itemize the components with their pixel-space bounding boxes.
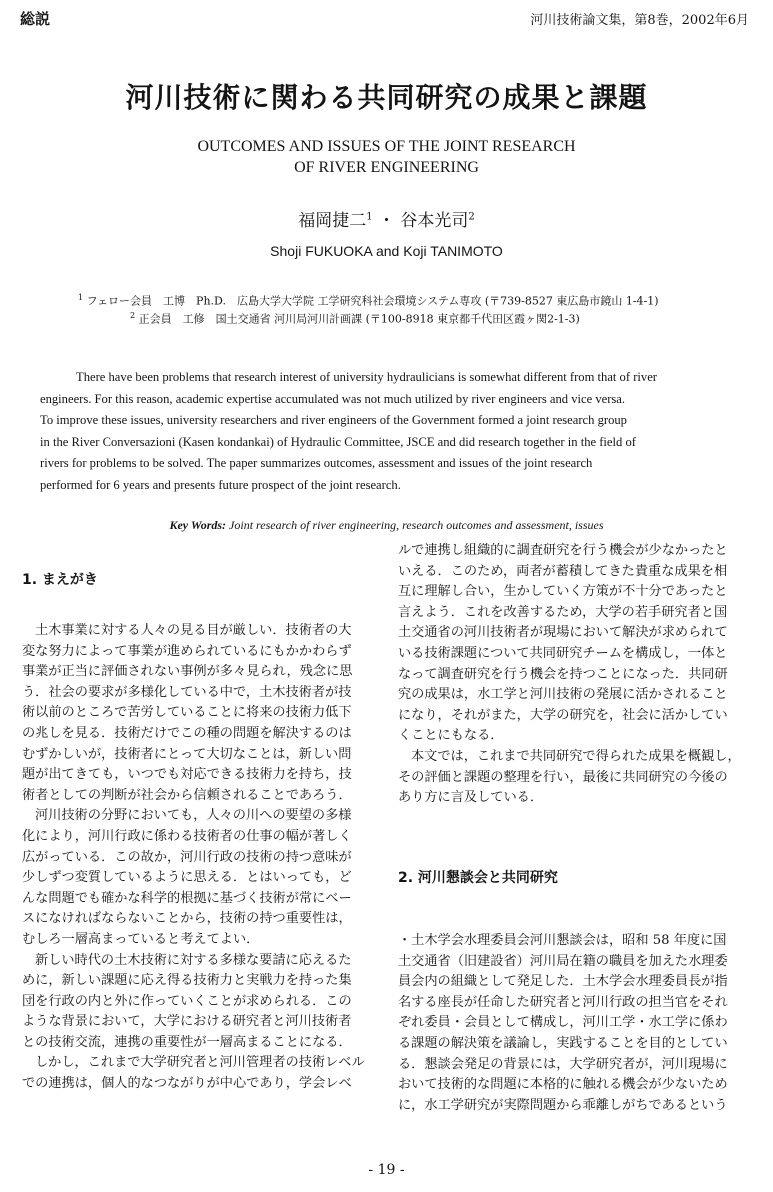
body-line: 広がっている．この故か，河川行政の技術の持つ意味が — [22, 849, 352, 865]
body-line: 名する座長が任命した研究者と河川行政の担当官をそれ — [398, 994, 728, 1010]
body-line: 変な努力によって事業が進められているにもかかわらず — [22, 643, 352, 659]
author-2-mark: 2 — [468, 211, 475, 223]
right-column-body-a — [398, 541, 748, 809]
body-line: ルで連携し組織的に調査研究を行う機会が少なかったと — [398, 543, 728, 558]
body-line: しかし，これまで大学研究者と河川管理者の技術レベル — [35, 1055, 365, 1071]
author-1-name: 福岡捷二 — [298, 211, 367, 231]
body-line: んな問題でも確かな科学的根拠に基づく技術が常にベー — [22, 890, 352, 906]
body-line: う．社会の要求が多様化している中で，土木技術者が技 — [22, 684, 352, 700]
author-1-mark: 1 — [366, 211, 373, 223]
title-english-line: OF RIVER ENGINEERING — [294, 159, 479, 176]
body-line: ・土木学会水理委員会河川懇談会は，昭和 58 年度に国 — [398, 933, 727, 948]
body-line: 化により，河川行政に係わる技術者の仕事の幅が著しく — [22, 828, 352, 844]
author-separator: ・ — [372, 211, 401, 231]
body-line: 団を行政の内と外に作っていくことが求められる．この — [22, 993, 352, 1009]
abstract-line: To improve these issues, university researchers and river engineers of the Government formed a joint research group — [40, 413, 627, 427]
body-line: 究の成果は，水工学と河川技術の発展に活かされること — [398, 687, 728, 703]
body-line: くことにもなる． — [398, 728, 504, 744]
authors-english: Shoji FUKUOKA and Koji TANIMOTO — [270, 243, 503, 259]
affiliation-mark: 1 — [78, 293, 84, 302]
body-line: むしろ一層高まっていると考えてよい． — [22, 931, 260, 947]
body-line: の兆しを見る．技術だけでこの種の問題を解決するのは — [22, 725, 352, 741]
journal-citation: 河川技術論文集，第8巻，2002年6月 — [530, 13, 749, 28]
body-line: との技術交流，連携の重要性が一層高まることになる． — [22, 1034, 352, 1050]
authors-japanese — [0, 206, 773, 231]
affiliation-2 — [130, 306, 580, 330]
keywords — [0, 518, 773, 533]
body-line: に，水工学研究が実際問題から乖離しがちであるという — [398, 1097, 728, 1113]
body-line: めに，新しい課題に応え得る技術力と実戦力を持った集 — [22, 973, 352, 989]
section-1-heading: 1. まえがき — [22, 572, 98, 588]
left-column-body — [22, 621, 367, 1095]
body-line: る課題の解決策を議論し，実践することを目的としてい — [398, 1035, 728, 1051]
body-line: スになければならないことから，技術の持つ重要性は， — [22, 911, 352, 927]
abstract-line: rivers for problems to be solved. The paper summarizes outcomes, assessment and issues of the joint research — [40, 456, 593, 470]
body-line: ぞれ委員・会員として構成し，河川工学・水工学に係わ — [398, 1015, 728, 1031]
body-line: 土交通省の河川技術者が現場において解決が求められて — [398, 625, 728, 641]
body-line: 術以前のところで苦労していることに将来の技術力低下 — [22, 705, 352, 721]
abstract-line: in the River Conversazioni (Kasen kondankai) of Hydraulic Committee, JSCE and did research together in the field of — [40, 434, 636, 449]
abstract — [40, 367, 730, 496]
body-line: 互に理解し合い，生かしていく方策が不十分であったと — [398, 584, 728, 600]
body-line: になり，それがまた，大学の研究を，社会に活かしてい — [398, 707, 728, 723]
body-line: 題が出てきても，いつでも対応できる技術力を持ち，技 — [22, 767, 352, 783]
author-2-name: 谷本光司 — [400, 211, 469, 231]
body-line: 言えよう．これを改善するため，大学の若手研究者と国 — [398, 604, 728, 620]
paper-title-english — [0, 136, 773, 178]
page-number: - 19 - — [368, 1162, 405, 1178]
abstract-line: engineers. For this reason, academic expertise accumulated was not much utilized by river engineers and vice versa. — [40, 391, 626, 406]
body-line: 本文では，これまで共同研究で得られた成果を概観し， — [411, 748, 741, 764]
body-line: 員会内の組織として発足した．土木学会水理委員長が指 — [398, 974, 728, 990]
paper-title-japanese: 河川技術に関わる共同研究の成果と課題 — [125, 81, 648, 114]
body-line: 少しずつ変質しているように思える．とはいっても，ど — [22, 870, 352, 886]
body-line: いる技術課題について共同研究チームを構成し，一体と — [398, 645, 728, 661]
body-line: 土木事業に対する人々の見る目が厳しい．技術者の大 — [35, 623, 352, 638]
body-line: 土交通省（旧建設省）河川局在籍の職員を加えた水理委 — [398, 953, 728, 969]
abstract-line: performed for 6 years and presents future prospect of the joint research. — [40, 477, 401, 492]
affiliation-text: フェロー会員 工博 Ph.D. 広島大学大学院 工学研究科社会環境システム専攻 (〒739-8527 東広島市鏡山 1-4-1) — [86, 294, 659, 308]
body-line: での連携は，個人的なつながりが中心であり，学会レベ — [22, 1076, 352, 1092]
body-line: おいて技術的な問題に本格的に触れる機会が少ないため — [398, 1077, 728, 1093]
body-line: 術者としての判断が社会から信頼されることであろう． — [22, 787, 352, 803]
body-line: 新しい時代の土木技術に対する多様な要請に応えるた — [35, 952, 352, 968]
affiliation-text: 正会員 工修 国土交通省 河川局河川計画課 (〒100-8918 東京都千代田区霞ヶ関2-1-3) — [138, 312, 580, 326]
body-line: 事業が正当に評価されない事例が多々見られ，残念に思 — [22, 664, 353, 680]
keywords-text: Joint research of river engineering, research outcomes and assessment, issues — [226, 518, 604, 532]
keywords-label: Key Words: — [169, 518, 227, 532]
body-line: いえる．このため，両者が蓄積してきた貴重な成果を相 — [398, 563, 728, 579]
affiliation-mark: 2 — [130, 311, 136, 320]
body-line: る．懇談会発足の背景には，大学研究者が，河川現場に — [398, 1056, 728, 1072]
title-english-line: OUTCOMES AND ISSUES OF THE JOINT RESEARCH — [197, 138, 576, 155]
body-line: あり方に言及している． — [398, 790, 544, 806]
body-line: なって調査研究を行う機会を持つことになった．共同研 — [398, 666, 728, 682]
body-line: ような背景において，大学における研究者と河川技術者 — [22, 1014, 352, 1030]
section-2-heading: 2. 河川懇談会と共同研究 — [398, 870, 558, 886]
body-line: その評価と課題の整理を行い，最後に共同研究の今後の — [398, 769, 728, 785]
body-line: 河川技術の分野においても，人々の川への要望の多様 — [35, 808, 352, 824]
right-column-body-b — [398, 931, 748, 1116]
abstract-line: There have been problems that research interest of university hydraulicians is somewhat different from that of river — [76, 370, 657, 384]
body-line: むずかしいが，技術者にとって大切なことは，新しい問 — [22, 746, 352, 762]
section-label: 総説 — [20, 10, 51, 28]
